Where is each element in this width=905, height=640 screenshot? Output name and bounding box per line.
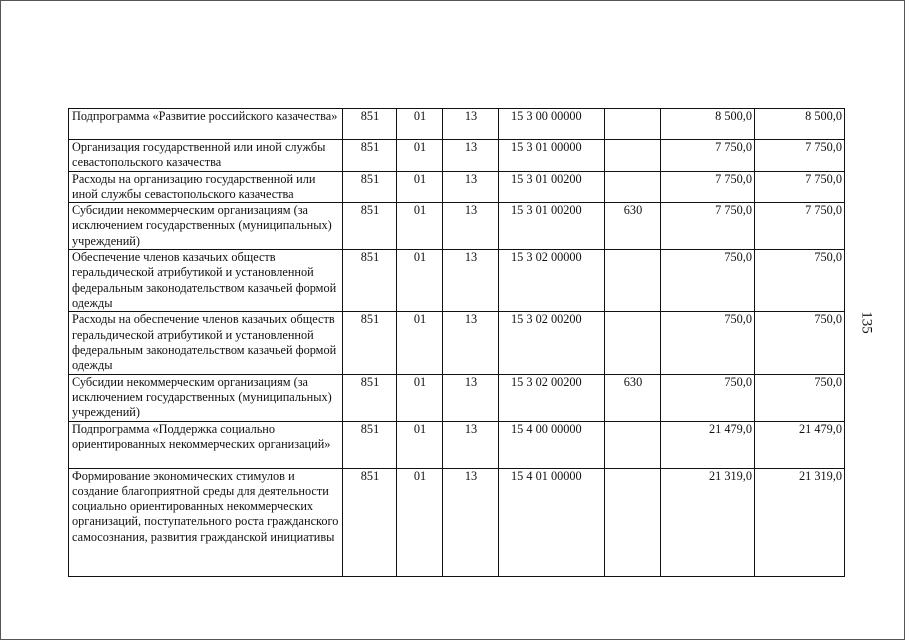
expense-type [605, 140, 661, 172]
expense-type [605, 109, 661, 140]
ministry-code: 851 [343, 203, 397, 250]
section-code: 01 [397, 109, 443, 140]
table-row [69, 374, 845, 421]
target-article: 15 3 00 00000 [499, 109, 605, 140]
row-name: Расходы на обеспечение членов казачьих обществ геральдической атрибутикой и установленной федеральным законодательством казачьей формой одежды [69, 312, 343, 374]
ministry-code: 851 [343, 421, 397, 468]
subsection-code: 13 [443, 468, 499, 576]
ministry-code: 851 [343, 140, 397, 172]
budget-table [68, 108, 845, 577]
section-code: 01 [397, 468, 443, 576]
amount-1: 750,0 [661, 312, 755, 374]
table-row [69, 203, 845, 250]
table-row [69, 421, 845, 468]
amount-1: 750,0 [661, 250, 755, 312]
target-article: 15 3 01 00200 [499, 171, 605, 203]
section-code: 01 [397, 421, 443, 468]
subsection-code: 13 [443, 421, 499, 468]
table-row [69, 250, 845, 312]
target-article: 15 4 01 00000 [499, 468, 605, 576]
expense-type [605, 421, 661, 468]
amount-2: 750,0 [755, 312, 845, 374]
row-name: Субсидии некоммерческим организациям (за исключением государственных (муниципальных) учреждений) [69, 203, 343, 250]
expense-type [605, 250, 661, 312]
amount-1: 8 500,0 [661, 109, 755, 140]
subsection-code: 13 [443, 140, 499, 172]
target-article: 15 4 00 00000 [499, 421, 605, 468]
ministry-code: 851 [343, 109, 397, 140]
section-code: 01 [397, 171, 443, 203]
target-article: 15 3 02 00200 [499, 374, 605, 421]
expense-type: 630 [605, 203, 661, 250]
table-row [69, 468, 845, 576]
ministry-code: 851 [343, 468, 397, 576]
subsection-code: 13 [443, 203, 499, 250]
target-article: 15 3 02 00200 [499, 312, 605, 374]
amount-2: 8 500,0 [755, 109, 845, 140]
page-number: 135 [858, 311, 875, 334]
expense-type [605, 171, 661, 203]
amount-2: 750,0 [755, 250, 845, 312]
table-row [69, 109, 845, 140]
row-name: Подпрограмма «Поддержка социально ориентированных некоммерческих организаций» [69, 421, 343, 468]
amount-2: 750,0 [755, 374, 845, 421]
section-code: 01 [397, 374, 443, 421]
amount-1: 7 750,0 [661, 140, 755, 172]
row-name: Расходы на организацию государственной или иной службы севастопольского казачества [69, 171, 343, 203]
row-name: Организация государственной или иной службы севастопольского казачества [69, 140, 343, 172]
ministry-code: 851 [343, 374, 397, 421]
target-article: 15 3 01 00000 [499, 140, 605, 172]
table-row [69, 171, 845, 203]
expense-type [605, 312, 661, 374]
amount-2: 21 479,0 [755, 421, 845, 468]
subsection-code: 13 [443, 171, 499, 203]
target-article: 15 3 01 00200 [499, 203, 605, 250]
amount-2: 7 750,0 [755, 203, 845, 250]
row-name: Формирование экономических стимулов и создание благоприятной среды для деятельности социально ориентированных некоммерческих организаций, поступательного роста гражданского самосознания, развития гражданской инициативы [69, 468, 343, 576]
amount-1: 750,0 [661, 374, 755, 421]
row-name: Обеспечение членов казачьих обществ геральдической атрибутикой и установленной федеральным законодательством казачьей формой одежды [69, 250, 343, 312]
amount-2: 7 750,0 [755, 140, 845, 172]
amount-1: 21 319,0 [661, 468, 755, 576]
expense-type [605, 468, 661, 576]
ministry-code: 851 [343, 312, 397, 374]
target-article: 15 3 02 00000 [499, 250, 605, 312]
subsection-code: 13 [443, 250, 499, 312]
row-name: Субсидии некоммерческим организациям (за исключением государственных (муниципальных) учреждений) [69, 374, 343, 421]
amount-1: 7 750,0 [661, 203, 755, 250]
ministry-code: 851 [343, 171, 397, 203]
amount-1: 7 750,0 [661, 171, 755, 203]
section-code: 01 [397, 140, 443, 172]
ministry-code: 851 [343, 250, 397, 312]
section-code: 01 [397, 203, 443, 250]
section-code: 01 [397, 312, 443, 374]
section-code: 01 [397, 250, 443, 312]
amount-2: 7 750,0 [755, 171, 845, 203]
row-name: Подпрограмма «Развитие российского казачества» [69, 109, 343, 140]
subsection-code: 13 [443, 109, 499, 140]
subsection-code: 13 [443, 312, 499, 374]
table-row [69, 312, 845, 374]
amount-2: 21 319,0 [755, 468, 845, 576]
amount-1: 21 479,0 [661, 421, 755, 468]
subsection-code: 13 [443, 374, 499, 421]
expense-type: 630 [605, 374, 661, 421]
table-row [69, 140, 845, 172]
